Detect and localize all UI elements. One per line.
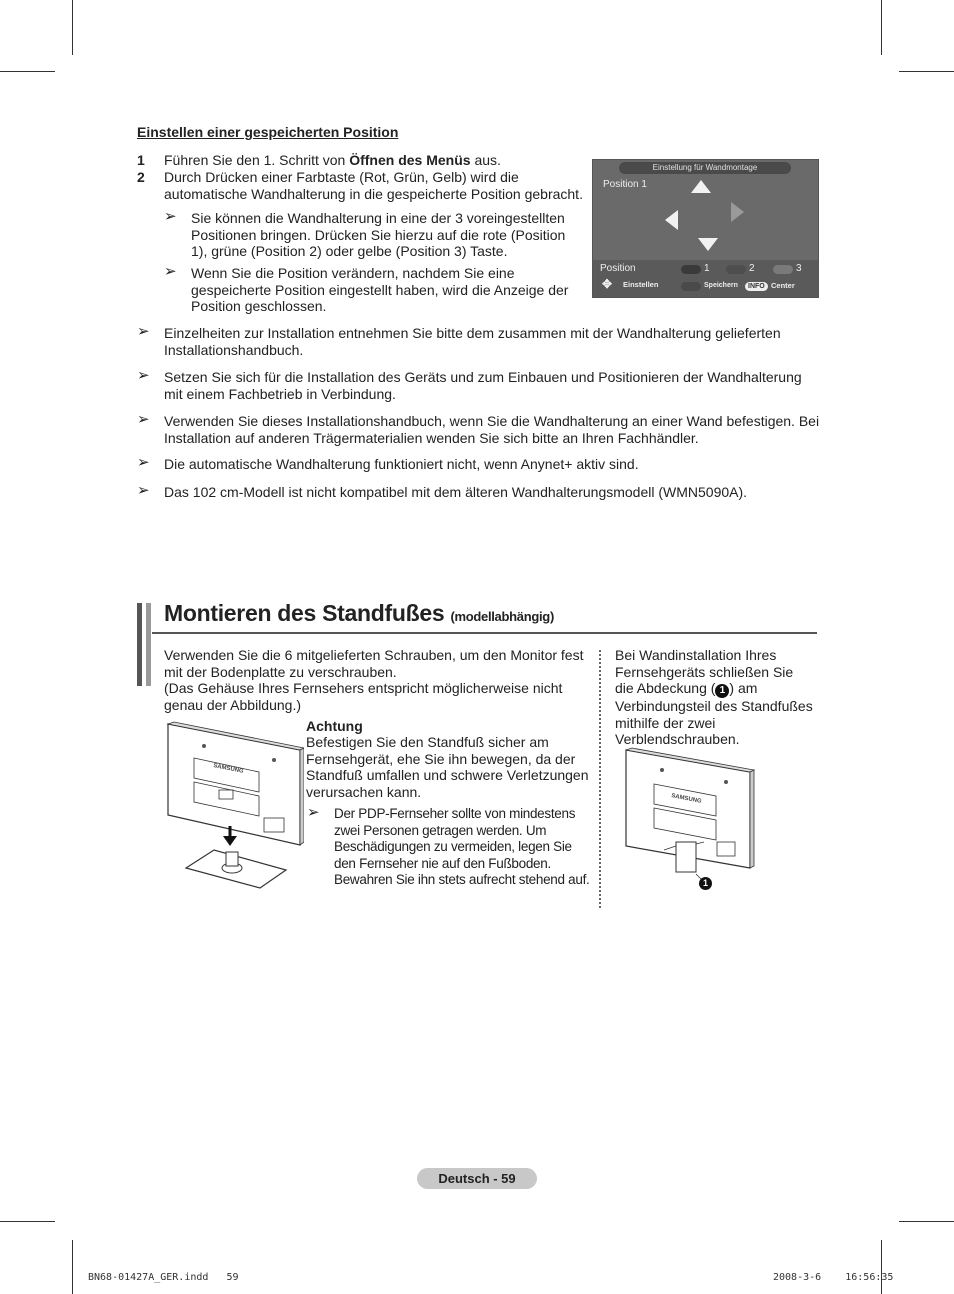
print-file-info: BN68-01427A_GER.indd 59 [88, 1272, 239, 1283]
section-title-qualifier: (modellabhängig) [450, 609, 554, 624]
note-text: Das 102 cm-Modell ist nicht kompatibel mit dem älteren Wandhalterungsmodell (WMN5090A). [164, 484, 748, 500]
section-rule [152, 632, 817, 634]
step-1-text [164, 152, 584, 169]
slot-1-label: 1 [704, 263, 710, 274]
note-arrow-icon: ➢ [137, 367, 150, 384]
section-bar [137, 603, 142, 686]
note-text: Einzelheiten zur Installation entnehmen Sie bitte dem zusammen mit der Wandhalterung gelieferten Installationshandbuch. [164, 325, 781, 358]
callout-circle-icon: 1 [699, 877, 712, 890]
section-title [164, 600, 554, 627]
wall-install-text [615, 647, 815, 748]
column-divider [599, 650, 601, 908]
osd-footer [593, 260, 818, 297]
samsung-logo: SAMSUNG [670, 793, 702, 805]
arrow-left-icon [665, 210, 678, 230]
tv-cover-illustration [622, 746, 762, 896]
intro-text: Verwenden Sie die 6 mitgelieferten Schrauben, um den Monitor fest mit der Bodenplatte zu verschrauben. [164, 647, 584, 680]
note-arrow-icon: ➢ [164, 263, 177, 280]
crop-mark [899, 1221, 954, 1222]
osd-title: Einstellung für Wandmontage [619, 162, 791, 174]
note-text: Verwenden Sie dieses Installationshandbuch, wenn Sie die Wandhalterung an einer Wand befestigen. Bei Installation auf anderen Trägermaterialien wenden Sie sich bitte an Ihren Fachhändler. [164, 413, 820, 446]
note-arrow-icon: ➢ [137, 411, 150, 428]
crop-mark [0, 1221, 55, 1222]
einstellen-label: Einstellen [623, 280, 659, 289]
intro-text-note: (Das Gehäuse Ihres Fernsehers entspricht möglicherweise nicht genau der Abbildung.) [164, 680, 563, 713]
note-text: Die automatische Wandhalterung funktioniert nicht, wenn Anynet+ aktiv sind. [164, 456, 639, 472]
note-arrow-icon: ➢ [307, 804, 320, 821]
caution-text: Befestigen Sie den Standfuß sicher am Fernsehgerät, ehe Sie ihn bewegen, da der Standfuß umfallen und schwere Verletzungen verursachen kann. [306, 734, 589, 800]
print-date-info: 2008-3-6 16:56:35 [773, 1272, 894, 1283]
subheading: Einstellen einer gespeicherten Position [137, 124, 399, 140]
step-2-text: Durch Drücken einer Farbtaste (Rot, Grün, Gelb) wird die automatische Wandhalterung in die gespeicherte Position gebracht. [164, 169, 583, 202]
step-text: Führen Sie den 1. Schritt von [164, 152, 350, 168]
speichern-label: Speichern [704, 282, 738, 289]
note-arrow-icon: ➢ [137, 482, 150, 499]
note-text: Wenn Sie die Position verändern, nachdem Sie eine gespeicherte Position eingestellt haben, wird die Anzeige der Position geschlossen. [191, 265, 569, 314]
note-text: Setzen Sie sich für die Installation des Geräts und zum Einbauen und Positionieren der Wandhalterung mit einem Fachbetrieb in Verbindung. [164, 369, 802, 402]
caution-note: Der PDP-Fernseher sollte von mindestens zwei Personen getragen werden. Um Beschädigungen zu vermeiden, legen Sie den Fernseher nie auf den Fußboden. Bewahren Sie ihn stets aufrecht stehend auf. [334, 806, 590, 887]
tv-stand-illustration [164, 720, 304, 900]
note-arrow-icon: ➢ [137, 323, 150, 340]
crop-mark [72, 1240, 73, 1294]
note-text: Sie können die Wandhalterung in eine der 3 voreingestellten Positionen bringen. Drücken Sie hierzu auf die rote (Position 1), grüne (Position 2) oder gelbe (Position 3) Taste. [191, 210, 566, 259]
arrow-down-icon [698, 238, 718, 251]
red-slot-pill [681, 265, 701, 274]
green-slot-pill [726, 265, 746, 274]
samsung-logo: SAMSUNG [212, 763, 244, 775]
callout-circle-icon: 1 [715, 684, 729, 698]
wall-install-text-part: ) am Verbindungsteil des Standfußes mithilfe der zwei Verblendschrauben. [615, 680, 813, 747]
move-icon: ✥ [602, 277, 613, 291]
wall-install-text-part: Bei Wandinstallation Ihres Fernsehgeräts schließen Sie die Abdeckung ( [615, 647, 794, 696]
yellow-slot-pill [773, 265, 793, 274]
step-text: aus. [470, 152, 501, 168]
info-button-badge: INFO [745, 282, 768, 291]
arrow-right-icon [731, 202, 744, 222]
arrow-up-icon [691, 180, 711, 193]
step-number: 1 [137, 152, 145, 168]
menu-name: Öffnen des Menüs [349, 152, 471, 168]
page-number-badge: Deutsch - 59 [417, 1168, 537, 1189]
section-title-text: Montieren des Standfußes [164, 600, 445, 626]
note-arrow-icon: ➢ [137, 454, 150, 471]
crop-mark [899, 71, 954, 72]
caution-title: Achtung [306, 718, 363, 734]
crop-mark [881, 0, 882, 55]
step-number: 2 [137, 169, 145, 185]
crop-mark [881, 1240, 882, 1294]
osd-wall-mount-menu [592, 159, 819, 298]
slot-2-label: 2 [749, 263, 755, 274]
osd-position-label: Position 1 [603, 179, 647, 190]
crop-mark [72, 0, 73, 55]
center-label: Center [771, 281, 795, 290]
note-arrow-icon: ➢ [164, 208, 177, 225]
slot-3-label: 3 [796, 263, 802, 274]
blue-slot-pill [681, 282, 701, 291]
osd-position-bottom: Position [600, 263, 636, 274]
section-bar [146, 603, 151, 686]
crop-mark [0, 71, 55, 72]
